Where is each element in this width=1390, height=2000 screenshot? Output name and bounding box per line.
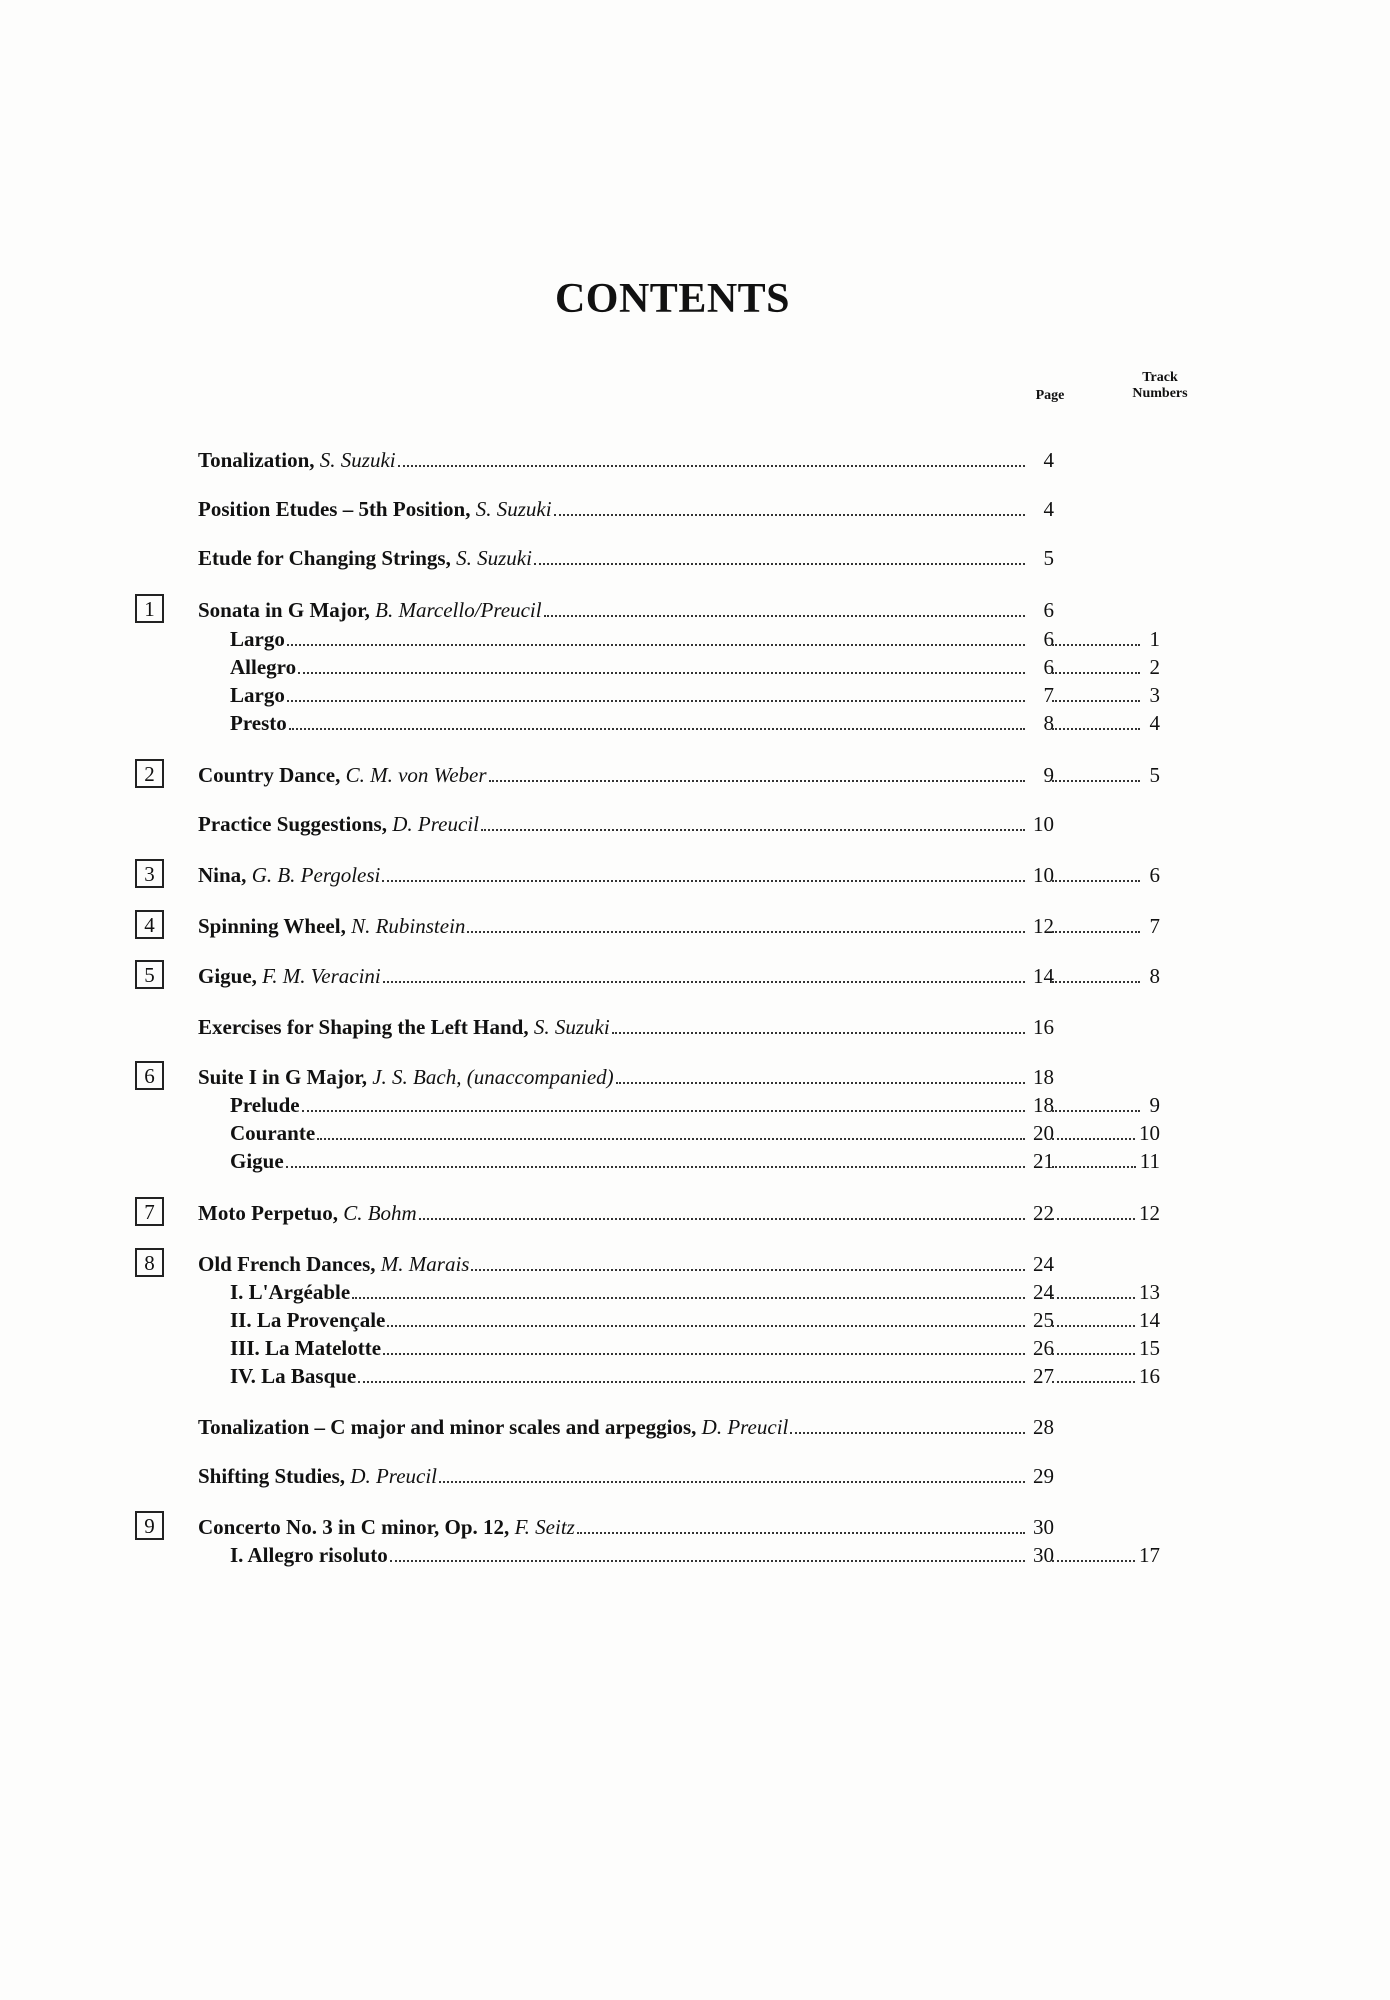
- entry-track-number: 9: [1149, 1093, 1160, 1117]
- entry-page-number: 5: [1043, 546, 1054, 570]
- entry-page-number: 4: [1043, 448, 1054, 472]
- toc-entry: [0, 1363, 1200, 1389]
- toc-entry: [0, 1514, 1200, 1540]
- toc-entry: [0, 597, 1200, 623]
- entry-author: J. S. Bach, (unaccompanied): [372, 1065, 614, 1089]
- toc-entry: [0, 626, 1200, 652]
- toc-entry: [0, 862, 1200, 888]
- entry-track-number: 5: [1149, 763, 1160, 787]
- entry-track-number: 7: [1149, 914, 1160, 938]
- toc-entry: [0, 654, 1200, 680]
- entry-title: Suite I in G Major,: [198, 1065, 367, 1089]
- entry-page-number: 6: [1043, 627, 1054, 651]
- entry-title: Gigue,: [198, 964, 257, 988]
- entry-author: G. B. Pergolesi: [251, 863, 381, 887]
- entry-page-number: 30: [1033, 1515, 1054, 1539]
- track-dot-leader: [1052, 1165, 1136, 1168]
- dot-leader: [286, 1165, 1025, 1168]
- entry-author: F. M. Veracini: [262, 964, 381, 988]
- toc-entry: [0, 1251, 1200, 1277]
- entry-title: Moto Perpetuo,: [198, 1201, 338, 1225]
- entry-title: Exercises for Shaping the Left Hand,: [198, 1015, 529, 1039]
- entry-page-number: 26: [1033, 1336, 1054, 1360]
- dot-leader: [352, 1296, 1025, 1299]
- entry-title: Largo: [230, 683, 285, 707]
- entry-author: F. Seitz: [514, 1515, 575, 1539]
- entry-page-number: 30: [1033, 1543, 1054, 1567]
- toc-entry: [0, 1463, 1200, 1489]
- page-column-header: Page: [1035, 388, 1065, 403]
- toc-entry: [0, 1414, 1200, 1440]
- track-dot-leader: [1052, 930, 1140, 933]
- selection-number-box: 9: [135, 1511, 164, 1540]
- track-dot-leader: [1052, 699, 1140, 702]
- track-column-header: [1115, 370, 1205, 402]
- dot-leader: [287, 699, 1025, 702]
- entry-track-number: 12: [1139, 1201, 1160, 1225]
- entry-page-number: 12: [1033, 914, 1054, 938]
- entry-title: Shifting Studies,: [198, 1464, 346, 1488]
- dot-leader: [289, 727, 1025, 730]
- track-dot-leader: [1052, 1296, 1135, 1299]
- entry-author: S. Suzuki: [475, 497, 552, 521]
- entry-track-number: 16: [1139, 1364, 1160, 1388]
- entry-title: Largo: [230, 627, 285, 651]
- dot-leader: [471, 1268, 1025, 1271]
- entry-page-number: 8: [1043, 711, 1054, 735]
- entry-author: B. Marcello/Preucil: [375, 598, 542, 622]
- entry-title: I. L'Argéable: [230, 1280, 351, 1304]
- toc-entry: [0, 762, 1200, 788]
- toc-entry: [0, 1307, 1200, 1333]
- entry-title: I. Allegro risoluto: [230, 1543, 388, 1567]
- entry-page-number: 6: [1043, 598, 1054, 622]
- entry-page-number: 7: [1043, 683, 1054, 707]
- dot-leader: [387, 1324, 1025, 1327]
- entry-page-number: 18: [1033, 1065, 1054, 1089]
- dot-leader: [481, 828, 1025, 831]
- toc-entry: [0, 710, 1200, 736]
- dot-leader: [383, 1352, 1025, 1355]
- selection-number-box: 7: [135, 1197, 164, 1226]
- entry-page-number: 14: [1033, 964, 1054, 988]
- dot-leader: [382, 879, 1025, 882]
- toc-entry: [0, 1148, 1200, 1174]
- selection-number-box: 4: [135, 910, 164, 939]
- track-dot-leader: [1052, 1324, 1135, 1327]
- track-dot-leader: [1052, 779, 1140, 782]
- track-dot-leader: [1052, 980, 1140, 983]
- track-dot-leader: [1052, 1380, 1135, 1383]
- entry-track-number: 1: [1149, 627, 1160, 651]
- entry-track-number: 4: [1149, 711, 1160, 735]
- dot-leader: [358, 1380, 1025, 1383]
- entry-title: Country Dance,: [198, 763, 341, 787]
- dot-leader: [317, 1137, 1025, 1140]
- dot-leader: [467, 930, 1025, 933]
- track-dot-leader: [1052, 1352, 1135, 1355]
- selection-number-box: 6: [135, 1061, 164, 1090]
- entry-title: Tonalization – C major and minor scales and arpeggios,: [198, 1415, 697, 1439]
- entry-track-number: 14: [1139, 1308, 1160, 1332]
- toc-entry: [0, 1279, 1200, 1305]
- dot-leader: [616, 1081, 1025, 1084]
- dot-leader: [419, 1217, 1025, 1220]
- entry-title: Etude for Changing Strings,: [198, 546, 451, 570]
- entry-author: D. Preucil: [701, 1415, 789, 1439]
- dot-leader: [612, 1031, 1025, 1034]
- toc-entry: [0, 811, 1200, 837]
- entry-page-number: 10: [1033, 812, 1054, 836]
- entry-title: Sonata in G Major,: [198, 598, 370, 622]
- toc-entry: [0, 1200, 1200, 1226]
- entry-page-number: 21: [1033, 1149, 1054, 1173]
- dot-leader: [489, 779, 1025, 782]
- toc-entry: [0, 1014, 1200, 1040]
- entry-title: II. La Provençale: [230, 1308, 386, 1332]
- entry-title: Nina,: [198, 863, 247, 887]
- selection-number-box: 2: [135, 759, 164, 788]
- entry-title: Position Etudes – 5th Position,: [198, 497, 471, 521]
- entry-page-number: 28: [1033, 1415, 1054, 1439]
- entry-track-number: 3: [1149, 683, 1160, 707]
- toc-entry: [0, 447, 1200, 473]
- entry-page-number: 24: [1033, 1280, 1054, 1304]
- toc-entry: [0, 1120, 1200, 1146]
- entry-title: Concerto No. 3 in C minor, Op. 12,: [198, 1515, 510, 1539]
- entry-author: C. Bohm: [343, 1201, 417, 1225]
- track-dot-leader: [1052, 643, 1140, 646]
- entry-author: S. Suzuki: [319, 448, 396, 472]
- dot-leader: [439, 1480, 1025, 1483]
- entry-page-number: 22: [1033, 1201, 1054, 1225]
- dot-leader: [390, 1559, 1025, 1562]
- track-dot-leader: [1052, 879, 1140, 882]
- track-dot-leader: [1052, 1109, 1140, 1112]
- entry-page-number: 9: [1043, 763, 1054, 787]
- entry-track-number: 10: [1139, 1121, 1160, 1145]
- entry-track-number: 15: [1139, 1336, 1160, 1360]
- entry-title: Gigue: [230, 1149, 284, 1173]
- entry-track-number: 6: [1149, 863, 1160, 887]
- page-title: CONTENTS: [554, 276, 791, 322]
- dot-leader: [577, 1531, 1025, 1534]
- toc-entry: [0, 1542, 1200, 1568]
- toc-entry: [0, 963, 1200, 989]
- entry-author: M. Marais: [380, 1252, 470, 1276]
- entry-title: Allegro: [230, 655, 297, 679]
- entry-page-number: 4: [1043, 497, 1054, 521]
- entry-page-number: 10: [1033, 863, 1054, 887]
- entry-title: Spinning Wheel,: [198, 914, 346, 938]
- entry-page-number: 16: [1033, 1015, 1054, 1039]
- selection-number-box: 8: [135, 1248, 164, 1277]
- dot-leader: [298, 671, 1025, 674]
- track-dot-leader: [1052, 1559, 1135, 1562]
- track-dot-leader: [1052, 727, 1140, 730]
- entry-title: Practice Suggestions,: [198, 812, 387, 836]
- dot-leader: [287, 643, 1025, 646]
- entry-author: N. Rubinstein: [351, 914, 466, 938]
- dot-leader: [544, 614, 1025, 617]
- track-dot-leader: [1052, 1217, 1135, 1220]
- entry-title: Prelude: [230, 1093, 300, 1117]
- dot-leader: [790, 1431, 1025, 1434]
- toc-entry: [0, 545, 1200, 571]
- dot-leader: [302, 1109, 1025, 1112]
- entry-track-number: 2: [1149, 655, 1160, 679]
- toc-entry: [0, 1335, 1200, 1361]
- entry-track-number: 13: [1139, 1280, 1160, 1304]
- toc-entry: [0, 1064, 1200, 1090]
- entry-page-number: 24: [1033, 1252, 1054, 1276]
- entry-author: C. M. von Weber: [345, 763, 487, 787]
- entry-track-number: 11: [1139, 1149, 1160, 1173]
- track-header-line1: Track: [1142, 370, 1178, 385]
- entry-author: D. Preucil: [350, 1464, 438, 1488]
- entry-title: IV. La Basque: [230, 1364, 357, 1388]
- dot-leader: [398, 464, 1025, 467]
- dot-leader: [383, 980, 1025, 983]
- entry-title: Courante: [230, 1121, 316, 1145]
- toc-entry: [0, 682, 1200, 708]
- dot-leader: [534, 562, 1025, 565]
- entry-page-number: 18: [1033, 1093, 1054, 1117]
- entry-author: S. Suzuki: [456, 546, 532, 570]
- selection-number-box: 3: [135, 859, 164, 888]
- selection-number-box: 5: [135, 960, 164, 989]
- entry-title: Presto: [230, 711, 287, 735]
- entry-title: III. La Matelotte: [230, 1336, 382, 1360]
- track-dot-leader: [1052, 671, 1140, 674]
- entry-title: Tonalization,: [198, 448, 315, 472]
- toc-entry: [0, 496, 1200, 522]
- entry-page-number: 27: [1033, 1364, 1054, 1388]
- dot-leader: [554, 513, 1025, 516]
- selection-number-box: 1: [135, 594, 164, 623]
- entry-page-number: 29: [1033, 1464, 1054, 1488]
- entry-page-number: 25: [1033, 1308, 1054, 1332]
- entry-author: D. Preucil: [392, 812, 479, 836]
- entry-page-number: 6: [1043, 655, 1054, 679]
- entry-author: S. Suzuki: [533, 1015, 610, 1039]
- track-dot-leader: [1052, 1137, 1135, 1140]
- entry-page-number: 20: [1033, 1121, 1054, 1145]
- entry-track-number: 17: [1139, 1543, 1160, 1567]
- entry-track-number: 8: [1149, 964, 1160, 988]
- toc-entry: [0, 913, 1200, 939]
- entry-title: Old French Dances,: [198, 1252, 376, 1276]
- toc-entry: [0, 1092, 1200, 1118]
- track-header-line2: Numbers: [1132, 386, 1188, 401]
